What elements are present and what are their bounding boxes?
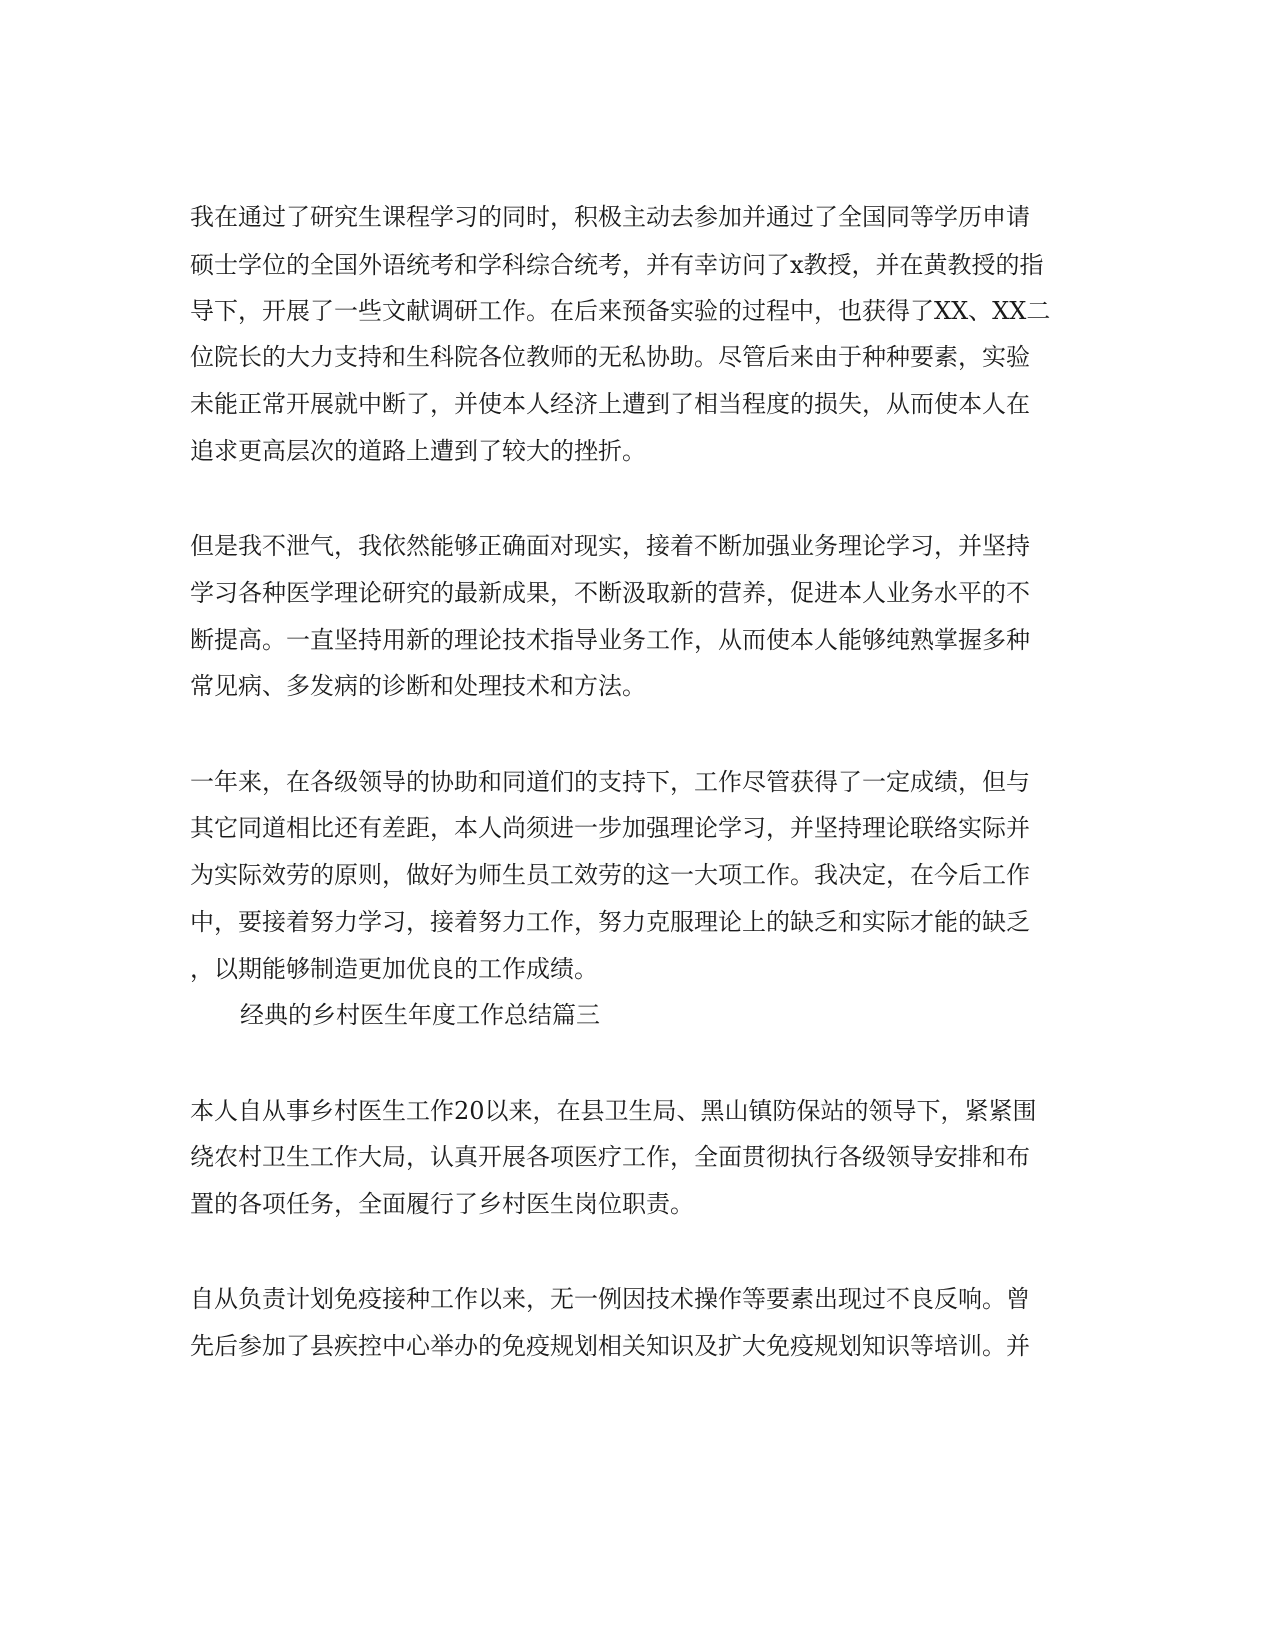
paragraph-1-line-6: 追求更高层次的道路上遭到了较大的挫折。: [190, 437, 646, 465]
paragraph-1-line-2: 硕士学位的全国外语统考和学科综合统考，并有幸访问了x教授，并在黄教授的指: [190, 251, 1044, 279]
paragraph-5-line-1: 本人自从事乡村医生工作20以来，在县卫生局、黑山镇防保站的领导下，紧紧围: [190, 1097, 1037, 1125]
paragraph-6-line-1: 自从负责计划免疫接种工作以来，无一例因技术操作等要素出现过不良反响。曾: [190, 1285, 1030, 1313]
paragraph-2-line-1: 但是我不泄气，我依然能够正确面对现实，接着不断加强业务理论学习，并坚持: [190, 532, 1030, 560]
paragraph-5-line-3: 置的各项任务，全面履行了乡村医生岗位职责。: [190, 1190, 694, 1218]
paragraph-3-line-5: ，以期能够制造更加优良的工作成绩。: [190, 955, 598, 983]
paragraph-5-line-2: 绕农村卫生工作大局，认真开展各项医疗工作，全面贯彻执行各级领导安排和布: [190, 1143, 1030, 1171]
paragraph-1-line-5: 未能正常开展就中断了，并使本人经济上遭到了相当程度的损失，从而使本人在: [190, 390, 1030, 418]
paragraph-3-line-4: 中，要接着努力学习，接着努力工作，努力克服理论上的缺乏和实际才能的缺乏: [190, 908, 1030, 936]
paragraph-6-line-2: 先后参加了县疾控中心举办的免疫规划相关知识及扩大免疫规划知识等培训。并: [190, 1332, 1030, 1360]
paragraph-3-line-3: 为实际效劳的原则，做好为师生员工效劳的这一大项工作。我决定，在今后工作: [190, 861, 1030, 889]
paragraph-3-line-2: 其它同道相比还有差距，本人尚须进一步加强理论学习，并坚持理论联络实际并: [190, 814, 1030, 842]
section-heading: 经典的乡村医生年度工作总结篇三: [240, 1001, 600, 1029]
paragraph-1-line-3: 导下，开展了一些文献调研工作。在后来预备实验的过程中，也获得了XX、XX二: [190, 297, 1051, 325]
paragraph-2-line-3: 断提高。一直坚持用新的理论技术指导业务工作，从而使本人能够纯熟掌握多种: [190, 626, 1030, 654]
paragraph-2-line-4: 常见病、多发病的诊断和处理技术和方法。: [190, 672, 646, 700]
paragraph-1-line-4: 位院长的大力支持和生科院各位教师的无私协助。尽管后来由于种种要素，实验: [190, 343, 1030, 371]
paragraph-2-line-2: 学习各种医学理论研究的最新成果，不断汲取新的营养，促进本人业务水平的不: [190, 579, 1030, 607]
paragraph-3-line-1: 一年来，在各级领导的协助和同道们的支持下，工作尽管获得了一定成绩，但与: [190, 768, 1030, 796]
paragraph-1-line-1: 我在通过了研究生课程学习的同时，积极主动去参加并通过了全国同等学历申请: [190, 203, 1030, 231]
